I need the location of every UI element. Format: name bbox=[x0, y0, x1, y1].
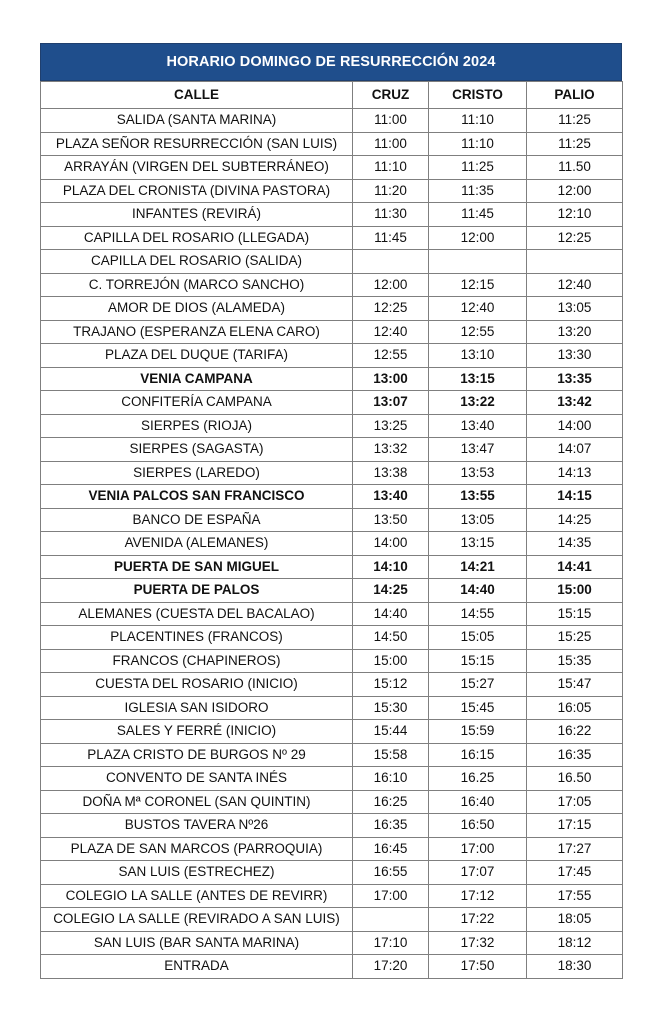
cell-cristo: 14:55 bbox=[429, 602, 527, 626]
cell-cristo: 15:59 bbox=[429, 720, 527, 744]
cell-calle: SAN LUIS (ESTRECHEZ) bbox=[41, 861, 353, 885]
cell-palio: 12:00 bbox=[527, 179, 623, 203]
table-row bbox=[41, 931, 623, 955]
cell-cristo: 16:15 bbox=[429, 743, 527, 767]
cell-palio: 17:45 bbox=[527, 861, 623, 885]
cell-palio: 14:00 bbox=[527, 414, 623, 438]
cell-cristo: 11:25 bbox=[429, 156, 527, 180]
table-row bbox=[41, 814, 623, 838]
cell-cruz: 15:00 bbox=[353, 649, 429, 673]
cell-palio: 17:55 bbox=[527, 884, 623, 908]
table-row bbox=[41, 837, 623, 861]
table-row bbox=[41, 955, 623, 979]
cell-calle: INFANTES (REVIRÁ) bbox=[41, 203, 353, 227]
cell-cristo: 16:40 bbox=[429, 790, 527, 814]
cell-calle: VENIA CAMPANA bbox=[41, 367, 353, 391]
cell-cristo: 13:55 bbox=[429, 485, 527, 509]
cell-cristo: 13:47 bbox=[429, 438, 527, 462]
cell-cruz: 11:20 bbox=[353, 179, 429, 203]
schedule-sheet bbox=[40, 43, 622, 979]
cell-palio: 15:15 bbox=[527, 602, 623, 626]
table-row bbox=[41, 132, 623, 156]
cell-calle: PLAZA DEL DUQUE (TARIFA) bbox=[41, 344, 353, 368]
cell-calle: AMOR DE DIOS (ALAMEDA) bbox=[41, 297, 353, 321]
cell-cruz: 11:00 bbox=[353, 109, 429, 133]
cell-palio: 17:15 bbox=[527, 814, 623, 838]
cell-calle: SIERPES (RIOJA) bbox=[41, 414, 353, 438]
cell-cristo: 13:40 bbox=[429, 414, 527, 438]
cell-palio: 14:13 bbox=[527, 461, 623, 485]
cell-cristo: 13:53 bbox=[429, 461, 527, 485]
cell-cruz: 16:55 bbox=[353, 861, 429, 885]
cell-calle: BANCO DE ESPAÑA bbox=[41, 508, 353, 532]
table-row bbox=[41, 532, 623, 556]
cell-calle: COLEGIO LA SALLE (REVIRADO A SAN LUIS) bbox=[41, 908, 353, 932]
cell-calle: BUSTOS TAVERA Nº26 bbox=[41, 814, 353, 838]
cell-calle: PLAZA DE SAN MARCOS (PARROQUIA) bbox=[41, 837, 353, 861]
cell-cristo: 17:22 bbox=[429, 908, 527, 932]
cell-cruz: 12:40 bbox=[353, 320, 429, 344]
table-row bbox=[41, 414, 623, 438]
cell-palio: 15:47 bbox=[527, 673, 623, 697]
cell-palio: 16.50 bbox=[527, 767, 623, 791]
cell-cristo: 11:10 bbox=[429, 109, 527, 133]
cell-cruz bbox=[353, 250, 429, 274]
table-row bbox=[41, 649, 623, 673]
table-row bbox=[41, 743, 623, 767]
cell-cristo: 12:00 bbox=[429, 226, 527, 250]
cell-palio: 11:25 bbox=[527, 132, 623, 156]
schedule-body bbox=[41, 109, 623, 979]
cell-calle: ENTRADA bbox=[41, 955, 353, 979]
table-row bbox=[41, 250, 623, 274]
cell-cruz: 15:30 bbox=[353, 696, 429, 720]
cell-calle: ARRAYÁN (VIRGEN DEL SUBTERRÁNEO) bbox=[41, 156, 353, 180]
cell-palio: 14:25 bbox=[527, 508, 623, 532]
cell-palio: 11.50 bbox=[527, 156, 623, 180]
table-row bbox=[41, 273, 623, 297]
cell-cruz: 13:25 bbox=[353, 414, 429, 438]
schedule-title: HORARIO DOMINGO DE RESURRECCIÓN 2024 bbox=[40, 43, 622, 81]
cell-calle: TRAJANO (ESPERANZA ELENA CARO) bbox=[41, 320, 353, 344]
table-row bbox=[41, 156, 623, 180]
cell-cruz: 15:12 bbox=[353, 673, 429, 697]
cell-cruz: 14:25 bbox=[353, 579, 429, 603]
cell-cruz: 12:55 bbox=[353, 344, 429, 368]
schedule-table bbox=[40, 81, 623, 979]
cell-palio: 13:20 bbox=[527, 320, 623, 344]
table-row bbox=[41, 720, 623, 744]
cell-palio: 13:05 bbox=[527, 297, 623, 321]
table-row bbox=[41, 696, 623, 720]
cell-palio: 15:00 bbox=[527, 579, 623, 603]
cell-palio: 15:35 bbox=[527, 649, 623, 673]
cell-palio: 14:07 bbox=[527, 438, 623, 462]
cell-palio: 14:15 bbox=[527, 485, 623, 509]
cell-cristo: 17:32 bbox=[429, 931, 527, 955]
cell-calle: ALEMANES (CUESTA DEL BACALAO) bbox=[41, 602, 353, 626]
cell-calle: AVENIDA (ALEMANES) bbox=[41, 532, 353, 556]
cell-palio: 15:25 bbox=[527, 626, 623, 650]
cell-calle: CAPILLA DEL ROSARIO (SALIDA) bbox=[41, 250, 353, 274]
cell-cruz: 13:50 bbox=[353, 508, 429, 532]
cell-calle: CAPILLA DEL ROSARIO (LLEGADA) bbox=[41, 226, 353, 250]
table-row bbox=[41, 673, 623, 697]
cell-calle: SIERPES (LAREDO) bbox=[41, 461, 353, 485]
cell-cruz: 11:00 bbox=[353, 132, 429, 156]
cell-cruz: 15:58 bbox=[353, 743, 429, 767]
cell-cruz: 15:44 bbox=[353, 720, 429, 744]
cell-cristo: 11:35 bbox=[429, 179, 527, 203]
cell-palio: 13:35 bbox=[527, 367, 623, 391]
cell-cristo: 15:15 bbox=[429, 649, 527, 673]
table-row bbox=[41, 344, 623, 368]
cell-cristo: 17:50 bbox=[429, 955, 527, 979]
cell-cristo: 13:15 bbox=[429, 532, 527, 556]
table-row bbox=[41, 861, 623, 885]
cell-cruz: 13:32 bbox=[353, 438, 429, 462]
table-row bbox=[41, 461, 623, 485]
cell-calle: SALIDA (SANTA MARINA) bbox=[41, 109, 353, 133]
table-row bbox=[41, 438, 623, 462]
cell-cristo: 13:05 bbox=[429, 508, 527, 532]
header-calle: CALLE bbox=[41, 82, 353, 109]
table-row bbox=[41, 226, 623, 250]
cell-cruz: 16:25 bbox=[353, 790, 429, 814]
cell-cristo: 13:10 bbox=[429, 344, 527, 368]
cell-cristo bbox=[429, 250, 527, 274]
cell-cruz bbox=[353, 908, 429, 932]
cell-cruz: 13:07 bbox=[353, 391, 429, 415]
table-row bbox=[41, 203, 623, 227]
cell-cristo: 17:07 bbox=[429, 861, 527, 885]
cell-cristo: 16:50 bbox=[429, 814, 527, 838]
cell-cruz: 16:45 bbox=[353, 837, 429, 861]
cell-cruz: 13:38 bbox=[353, 461, 429, 485]
cell-calle: PLAZA CRISTO DE BURGOS Nº 29 bbox=[41, 743, 353, 767]
cell-palio bbox=[527, 250, 623, 274]
table-row bbox=[41, 179, 623, 203]
cell-cristo: 13:22 bbox=[429, 391, 527, 415]
cell-palio: 14:35 bbox=[527, 532, 623, 556]
cell-cristo: 11:10 bbox=[429, 132, 527, 156]
cell-cristo: 17:00 bbox=[429, 837, 527, 861]
cell-cruz: 12:00 bbox=[353, 273, 429, 297]
table-row bbox=[41, 391, 623, 415]
cell-cruz: 11:45 bbox=[353, 226, 429, 250]
header-row bbox=[41, 82, 623, 109]
header-cristo: CRISTO bbox=[429, 82, 527, 109]
cell-cruz: 11:30 bbox=[353, 203, 429, 227]
table-row bbox=[41, 579, 623, 603]
cell-cristo: 15:27 bbox=[429, 673, 527, 697]
cell-palio: 13:42 bbox=[527, 391, 623, 415]
table-row bbox=[41, 602, 623, 626]
cell-palio: 18:12 bbox=[527, 931, 623, 955]
cell-cristo: 16.25 bbox=[429, 767, 527, 791]
cell-palio: 17:05 bbox=[527, 790, 623, 814]
cell-cruz: 16:35 bbox=[353, 814, 429, 838]
cell-calle: SAN LUIS (BAR SANTA MARINA) bbox=[41, 931, 353, 955]
cell-cristo: 15:05 bbox=[429, 626, 527, 650]
cell-cristo: 12:40 bbox=[429, 297, 527, 321]
cell-cruz: 14:10 bbox=[353, 555, 429, 579]
header-cruz: CRUZ bbox=[353, 82, 429, 109]
cell-calle: FRANCOS (CHAPINEROS) bbox=[41, 649, 353, 673]
cell-cristo: 17:12 bbox=[429, 884, 527, 908]
cell-cruz: 11:10 bbox=[353, 156, 429, 180]
cell-cristo: 11:45 bbox=[429, 203, 527, 227]
cell-calle: SIERPES (SAGASTA) bbox=[41, 438, 353, 462]
cell-calle: CONFITERÍA CAMPANA bbox=[41, 391, 353, 415]
cell-calle: VENIA PALCOS SAN FRANCISCO bbox=[41, 485, 353, 509]
cell-cristo: 15:45 bbox=[429, 696, 527, 720]
cell-calle: IGLESIA SAN ISIDORO bbox=[41, 696, 353, 720]
cell-palio: 16:35 bbox=[527, 743, 623, 767]
cell-palio: 11:25 bbox=[527, 109, 623, 133]
cell-cristo: 14:40 bbox=[429, 579, 527, 603]
table-row bbox=[41, 367, 623, 391]
table-row bbox=[41, 508, 623, 532]
cell-calle: CUESTA DEL ROSARIO (INICIO) bbox=[41, 673, 353, 697]
table-row bbox=[41, 884, 623, 908]
table-row bbox=[41, 767, 623, 791]
cell-cruz: 14:00 bbox=[353, 532, 429, 556]
cell-palio: 18:05 bbox=[527, 908, 623, 932]
table-row bbox=[41, 109, 623, 133]
cell-cruz: 14:50 bbox=[353, 626, 429, 650]
cell-palio: 12:40 bbox=[527, 273, 623, 297]
table-row bbox=[41, 297, 623, 321]
cell-cruz: 13:40 bbox=[353, 485, 429, 509]
cell-calle: PUERTA DE SAN MIGUEL bbox=[41, 555, 353, 579]
cell-palio: 16:22 bbox=[527, 720, 623, 744]
cell-cristo: 12:55 bbox=[429, 320, 527, 344]
cell-calle: PLACENTINES (FRANCOS) bbox=[41, 626, 353, 650]
table-row bbox=[41, 485, 623, 509]
cell-cruz: 17:00 bbox=[353, 884, 429, 908]
cell-palio: 13:30 bbox=[527, 344, 623, 368]
cell-calle: PLAZA SEÑOR RESURRECCIÓN (SAN LUIS) bbox=[41, 132, 353, 156]
cell-cruz: 17:20 bbox=[353, 955, 429, 979]
cell-calle: CONVENTO DE SANTA INÉS bbox=[41, 767, 353, 791]
cell-calle: PLAZA DEL CRONISTA (DIVINA PASTORA) bbox=[41, 179, 353, 203]
cell-palio: 12:25 bbox=[527, 226, 623, 250]
header-palio: PALIO bbox=[527, 82, 623, 109]
cell-cristo: 13:15 bbox=[429, 367, 527, 391]
cell-cristo: 14:21 bbox=[429, 555, 527, 579]
cell-cruz: 12:25 bbox=[353, 297, 429, 321]
cell-cruz: 17:10 bbox=[353, 931, 429, 955]
cell-palio: 12:10 bbox=[527, 203, 623, 227]
cell-calle: C. TORREJÓN (MARCO SANCHO) bbox=[41, 273, 353, 297]
cell-palio: 16:05 bbox=[527, 696, 623, 720]
cell-calle: SALES Y FERRÉ (INICIO) bbox=[41, 720, 353, 744]
table-row bbox=[41, 555, 623, 579]
cell-cruz: 14:40 bbox=[353, 602, 429, 626]
cell-palio: 18:30 bbox=[527, 955, 623, 979]
cell-calle: PUERTA DE PALOS bbox=[41, 579, 353, 603]
table-row bbox=[41, 790, 623, 814]
cell-palio: 17:27 bbox=[527, 837, 623, 861]
table-row bbox=[41, 908, 623, 932]
cell-calle: DOÑA Mª CORONEL (SAN QUINTIN) bbox=[41, 790, 353, 814]
table-row bbox=[41, 626, 623, 650]
cell-cruz: 16:10 bbox=[353, 767, 429, 791]
cell-cristo: 12:15 bbox=[429, 273, 527, 297]
cell-palio: 14:41 bbox=[527, 555, 623, 579]
cell-cruz: 13:00 bbox=[353, 367, 429, 391]
cell-calle: COLEGIO LA SALLE (ANTES DE REVIRR) bbox=[41, 884, 353, 908]
table-row bbox=[41, 320, 623, 344]
